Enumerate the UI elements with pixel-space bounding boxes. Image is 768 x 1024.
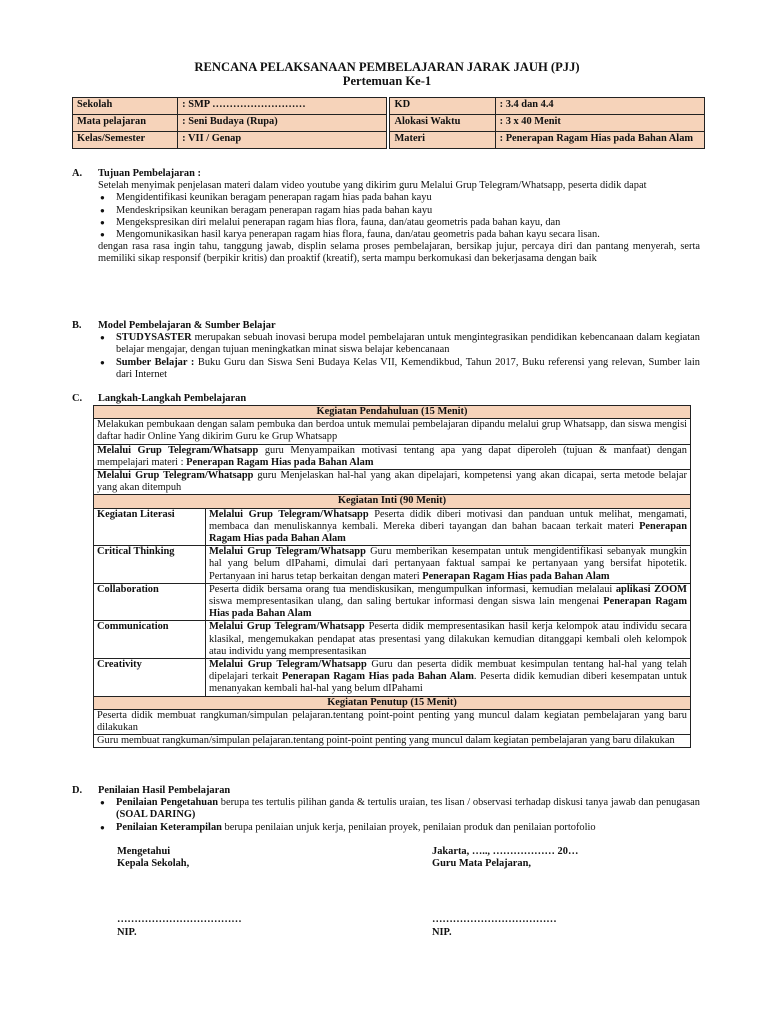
comm-cell bbox=[206, 621, 691, 659]
pendahuluan-row-1: Melakukan pembukaan dengan salam pembuka dan berdoa untuk memulai pembelajaran dipandu melalui grup Whatsapp, dan siswa mengisi daftar hadir Online Yang dikirim Guru ke Grup Whatsapp bbox=[94, 419, 691, 444]
section-b-title bbox=[72, 320, 700, 332]
model-item-bold: STUDYSASTER bbox=[116, 332, 192, 344]
row-text: guru Menyampaikan motivasi tentang apa yang dapat diperoleh (tujuan & manfaat) dengan mempelajari materi : bbox=[97, 444, 687, 468]
source-item-text: Buku Guru dan Siswa Seni Budaya Kelas VII, Kemendikbud, Tahun 2017, Buku referensi yang relevan, Sumber lain dari Internet bbox=[116, 356, 700, 380]
section-c bbox=[72, 393, 700, 405]
row-bold: Melalui Grup Telegram/Whatsapp bbox=[209, 621, 365, 633]
sign-left-nip: NIP. bbox=[117, 926, 137, 938]
sign-right-nip: NIP. bbox=[432, 926, 452, 938]
section-b-letter: B. bbox=[72, 320, 82, 331]
objective-item: ● Mengekspresikan diri melalui penerapan ragam hias flora, fauna, dan/atau geometris pada bahan kayu, dan bbox=[116, 217, 700, 229]
row-text: . Peserta didik kemudian diberi kesempatan untuk menanyakan kembali hal-hal yang belum dIPahami bbox=[209, 671, 687, 695]
kelas-value: : VII / Genap bbox=[178, 132, 387, 149]
assessment-text: berupa penilaian unjuk kerja, penilaian proyek, penilaian produk dan penilaian portofolio bbox=[221, 821, 596, 833]
signature-left bbox=[117, 846, 242, 939]
alokasi-value: : 3 x 40 Menit bbox=[495, 115, 704, 132]
row-bold-material: Penerapan Ragam Hias pada Bahan Alam bbox=[281, 671, 474, 683]
penutup-row-1: Peserta didik membuat rangkuman/simpulan pelajaran.tentang point-point penting yang muncul dalam kegiatan pembelajaran yang baru dilakukan bbox=[94, 709, 691, 734]
row-text: Peserta didik diberi motivasi dan panduan untuk melihat, mengamati, membaca dan menuliskannya kembali. Mereka diberi tayangan dan bahan bacaan terkait materi bbox=[209, 508, 687, 532]
section-a-heading: Tujuan Pembelajaran : bbox=[98, 168, 201, 179]
model-item-text: merupakan sebuah inovasi berupa model pembelajaran untuk mengintegrasikan pendidikan kebencanaan dalam kegiatan belajar mengajar, dengan tujuan meningkatkan minat siswa belajar kebencanaan bbox=[116, 332, 700, 356]
assessment-bold: Penilaian Pengetahuan bbox=[116, 797, 219, 809]
penutup-row-2: Guru membuat rangkuman/simpulan pelajaran.tentang point-point penting yang muncul dalam kegiatan pembelajaran yang baru dilakukan bbox=[94, 735, 691, 748]
assessment-item bbox=[116, 822, 700, 834]
objective-item: ● Mendeskripsikan keunikan beragam penerapan ragam hias pada bahan kayu bbox=[116, 205, 700, 217]
section-d-letter: D. bbox=[72, 785, 83, 796]
materi-label: Materi bbox=[390, 132, 495, 149]
row-bold: Melalui Grup Telegram/Whatsapp bbox=[97, 444, 259, 456]
creat-label: Creativity bbox=[94, 659, 206, 697]
objective-item: ● Mengomunikasikan hasil karya penerapan ragam hias flora, fauna, dan/atau geometris pada bahan kayu secara lisan. bbox=[116, 229, 700, 241]
critical-label: Critical Thinking bbox=[94, 546, 206, 584]
sekolah-label: Sekolah bbox=[73, 98, 178, 115]
mapel-label: Mata pelajaran bbox=[73, 115, 178, 132]
assessment-bold: Penilaian Keterampilan bbox=[116, 821, 222, 833]
info-row-2 bbox=[73, 115, 705, 132]
signature-right bbox=[432, 846, 578, 939]
source-item-bold: Sumber Belajar : bbox=[116, 356, 195, 368]
critical-cell bbox=[206, 546, 691, 584]
critical-row bbox=[94, 546, 691, 584]
row-text: Guru memberikan kesempatan untuk mengidentifikasi sebanyak mungkin hal yang belum dIPahami, dimulai dari pertanyaan faktual sampai ke pertanyaan yang bersifat hipotetik. Pertanyaan ini harus tetap berkaitan dengan materi bbox=[209, 546, 687, 582]
row-bold-material: Penerapan Ragam Hias pada Bahan Alam bbox=[186, 456, 374, 468]
kd-label: KD bbox=[390, 98, 495, 115]
section-b-heading: Model Pembelajaran & Sumber Belajar bbox=[98, 320, 276, 331]
kelas-label: Kelas/Semester bbox=[73, 132, 178, 149]
section-a-intro: Setelah menyimak penjelasan materi dalam video youtube yang dikirim guru Melalui Grup Telegram/Whatsapp, peserta didik dapat bbox=[98, 180, 647, 192]
row-text: Peserta didik bersama orang tua mendiskusikan, mengumpulkan informasi, kemudian melalaui bbox=[209, 583, 616, 595]
comm-label: Communication bbox=[94, 621, 206, 659]
mapel-value: : Seni Budaya (Rupa) bbox=[178, 115, 387, 132]
literasi-cell bbox=[206, 508, 691, 546]
row-bold: Melalui Grup Telegram/Whatsapp bbox=[209, 508, 369, 520]
info-row-1 bbox=[73, 98, 705, 115]
pendahuluan-row-3 bbox=[94, 470, 691, 495]
section-c-heading: Langkah-Langkah Pembelajaran bbox=[98, 393, 247, 404]
sign-left-line-2: Kepala Sekolah, bbox=[117, 858, 190, 870]
kd-value: : 3.4 dan 4.4 bbox=[495, 98, 704, 115]
literasi-row bbox=[94, 508, 691, 546]
model-item bbox=[116, 332, 700, 356]
info-row-3 bbox=[73, 132, 705, 149]
sign-right-line-2: Guru Mata Pelajaran, bbox=[432, 858, 531, 870]
row-text: Peserta didik mempresentasikan hasil kerja kelompok atau individu secara klasikal, mengemukakan pendapat atas presentasi yang dilakukan kemudian ditanggapi kembali oleh kelompok atau individu yang mempresentasikan bbox=[209, 621, 687, 657]
alokasi-label: Alokasi Waktu bbox=[390, 115, 495, 132]
section-b bbox=[72, 320, 700, 381]
sign-left-line-1: Mengetahui bbox=[117, 846, 171, 857]
penutup-header: Kegiatan Penutup (15 Menit) bbox=[94, 696, 691, 709]
source-item bbox=[116, 357, 700, 381]
section-a bbox=[72, 168, 700, 266]
section-d-heading: Penilaian Hasil Pembelajaran bbox=[98, 785, 231, 796]
sign-left-dots: ……………………………… bbox=[117, 914, 242, 926]
section-a-title bbox=[72, 168, 700, 180]
row-bold-material: Penerapan Ragam Hias pada Bahan Alam bbox=[209, 596, 687, 620]
row-bold-zoom: aplikasi ZOOM bbox=[615, 583, 687, 595]
row-bold: Melalui Grup Telegram/Whatsapp bbox=[209, 659, 367, 671]
row-bold-material: Penerapan Ragam Hias pada Bahan Alam bbox=[422, 570, 610, 582]
section-a-letter: A. bbox=[72, 168, 83, 179]
row-bold: Melalui Grup Telegram/Whatsapp bbox=[97, 470, 254, 482]
assessment-item bbox=[116, 797, 700, 821]
row-bold-material: Penerapan Ragam Hias pada Bahan Alam bbox=[209, 520, 687, 545]
activity-table bbox=[93, 405, 691, 748]
title-line-2: Pertemuan Ke-1 bbox=[342, 74, 432, 88]
row-bold: Melalui Grup Telegram/Whatsapp bbox=[209, 546, 366, 558]
materi-value: : Penerapan Ragam Hias pada Bahan Alam bbox=[495, 132, 704, 149]
section-d bbox=[72, 785, 700, 834]
model-list bbox=[72, 332, 700, 381]
section-c-letter: C. bbox=[72, 393, 83, 404]
assessment-list bbox=[72, 797, 700, 834]
row-text: Guru dan peserta didik membuat kesimpulan tentang hal-hal yang telah dipelajari terkait bbox=[209, 659, 687, 683]
section-c-title bbox=[72, 393, 700, 405]
row-text: guru Menjelaskan hal-hal yang akan dipelajari, kompetensi yang akan dicapai, serta metode belajar yang akan ditempuh bbox=[97, 470, 687, 494]
row-text: siswa mempresentasikan ulang, dan saling bertukar informasi dengan siswa lain mengenai bbox=[209, 596, 604, 608]
literasi-label: Kegiatan Literasi bbox=[94, 508, 206, 546]
title-line-1: RENCANA PELAKSANAAN PEMBELAJARAN JARAK JAUH (PJJ) bbox=[194, 60, 580, 74]
document-title bbox=[0, 60, 768, 88]
assessment-text: berupa tes tertulis pilihan ganda & tertulis uraian, tes lisan / observasi terhadap diskusi tanya jawab dan penugasan bbox=[218, 797, 700, 809]
section-a-closing: dengan rasa rasa ingin tahu, tanggung jawab, displin selama proses pembelajaran, bersikap jujur, percaya diri dan pantang menyerah, serta memiliki sikap responsif (berpikir kritis) dan proaktif (kreatif), serta mampu berkomukasi dan bekerjasama dengan baik bbox=[98, 241, 700, 265]
assessment-bold-soal: (SOAL DARING) bbox=[116, 809, 196, 821]
sign-right-dots: ……………………………… bbox=[432, 914, 557, 926]
info-table bbox=[72, 97, 705, 149]
collab-cell bbox=[206, 583, 691, 621]
sekolah-value: : SMP ……………………… bbox=[178, 98, 387, 115]
sign-right-line-1: Jakarta, ….., ……………… 20… bbox=[432, 846, 579, 857]
objective-item: ● Mengidentifikasi keunikan beragam penerapan ragam hias pada bahan kayu bbox=[116, 192, 700, 204]
inti-header: Kegiatan Inti (90 Menit) bbox=[94, 495, 691, 508]
collab-row bbox=[94, 583, 691, 621]
comm-row bbox=[94, 621, 691, 659]
pendahuluan-row-2 bbox=[94, 444, 691, 469]
section-d-title bbox=[72, 785, 700, 797]
pendahuluan-header: Kegiatan Pendahuluan (15 Menit) bbox=[94, 406, 691, 419]
creat-row bbox=[94, 659, 691, 697]
collab-label: Collaboration bbox=[94, 583, 206, 621]
creat-cell bbox=[206, 659, 691, 697]
objective-list bbox=[72, 192, 700, 241]
